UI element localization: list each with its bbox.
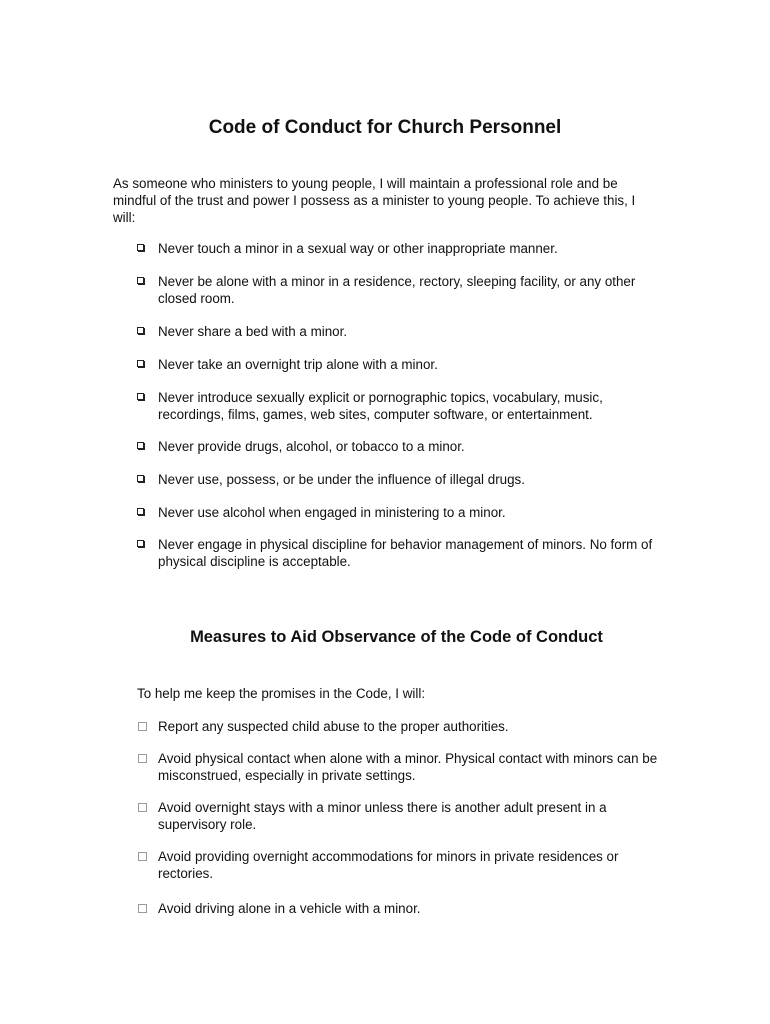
measures-lead: To help me keep the promises in the Code, I will: xyxy=(137,686,426,701)
list-item xyxy=(137,356,667,373)
document-title: Code of Conduct for Church Personnel xyxy=(208,117,562,138)
measures-heading: Measures to Aid Observance of the Code of Conduct xyxy=(190,628,603,646)
square-bullet-icon xyxy=(137,504,151,521)
square-bullet-icon xyxy=(137,438,151,455)
list-item-text: Never provide drugs, alcohol, or tobacco to a minor. xyxy=(158,439,465,454)
list-item xyxy=(137,718,667,735)
list-item-text: Never engage in physical discipline for behavior management of minors. No form of physical discipline is acceptable. xyxy=(158,537,653,569)
list-item-text: Report any suspected child abuse to the proper authorities. xyxy=(158,719,509,734)
empty-box-icon xyxy=(138,904,147,913)
empty-box-icon xyxy=(138,722,147,731)
list-item-text: Avoid driving alone in a vehicle with a minor. xyxy=(158,901,421,916)
square-bullet-icon xyxy=(137,356,151,373)
list-item-text: Never take an overnight trip alone with a minor. xyxy=(158,357,438,372)
empty-box-icon xyxy=(138,803,147,812)
list-item xyxy=(137,323,667,340)
square-bullet-icon xyxy=(137,536,151,553)
list-item xyxy=(137,900,667,917)
list-item xyxy=(137,536,667,570)
list-item-text: Avoid physical contact when alone with a minor. Physical contact with minors can be misconstrued, especially in private settings. xyxy=(158,751,658,783)
list-item-text: Never touch a minor in a sexual way or other inappropriate manner. xyxy=(158,241,558,256)
empty-box-icon xyxy=(138,754,147,763)
list-item xyxy=(137,750,667,784)
list-item-text: Never share a bed with a minor. xyxy=(158,324,348,339)
list-item xyxy=(137,240,667,257)
list-item-text: Never use alcohol when engaged in ministering to a minor. xyxy=(158,505,506,520)
list-item xyxy=(137,471,667,488)
list-item xyxy=(137,389,667,423)
square-bullet-icon xyxy=(137,471,151,488)
list-item-text: Never use, possess, or be under the influence of illegal drugs. xyxy=(158,472,525,487)
list-item xyxy=(137,273,667,307)
list-item xyxy=(137,438,667,455)
empty-box-icon xyxy=(138,852,147,861)
square-bullet-icon xyxy=(137,273,151,290)
list-item-text: Never introduce sexually explicit or pornographic topics, vocabulary, music, recordings, films, games, web sites, computer software, or entertainment. xyxy=(158,390,603,422)
square-bullet-icon xyxy=(137,240,151,257)
list-item xyxy=(137,799,667,833)
square-bullet-icon xyxy=(137,323,151,340)
list-item xyxy=(137,504,667,521)
square-bullet-icon xyxy=(137,389,151,406)
list-item-text: Avoid overnight stays with a minor unless there is another adult present in a supervisory role. xyxy=(158,800,607,832)
list-item xyxy=(137,848,667,882)
intro-paragraph: As someone who ministers to young people, I will maintain a professional role and be mindful of the trust and power I possess as a minister to young people. To achieve this, I will: xyxy=(113,176,636,225)
list-item-text: Never be alone with a minor in a residence, rectory, sleeping facility, or any other closed room. xyxy=(158,274,636,306)
list-item-text: Avoid providing overnight accommodations for minors in private residences or rectories. xyxy=(158,849,619,881)
